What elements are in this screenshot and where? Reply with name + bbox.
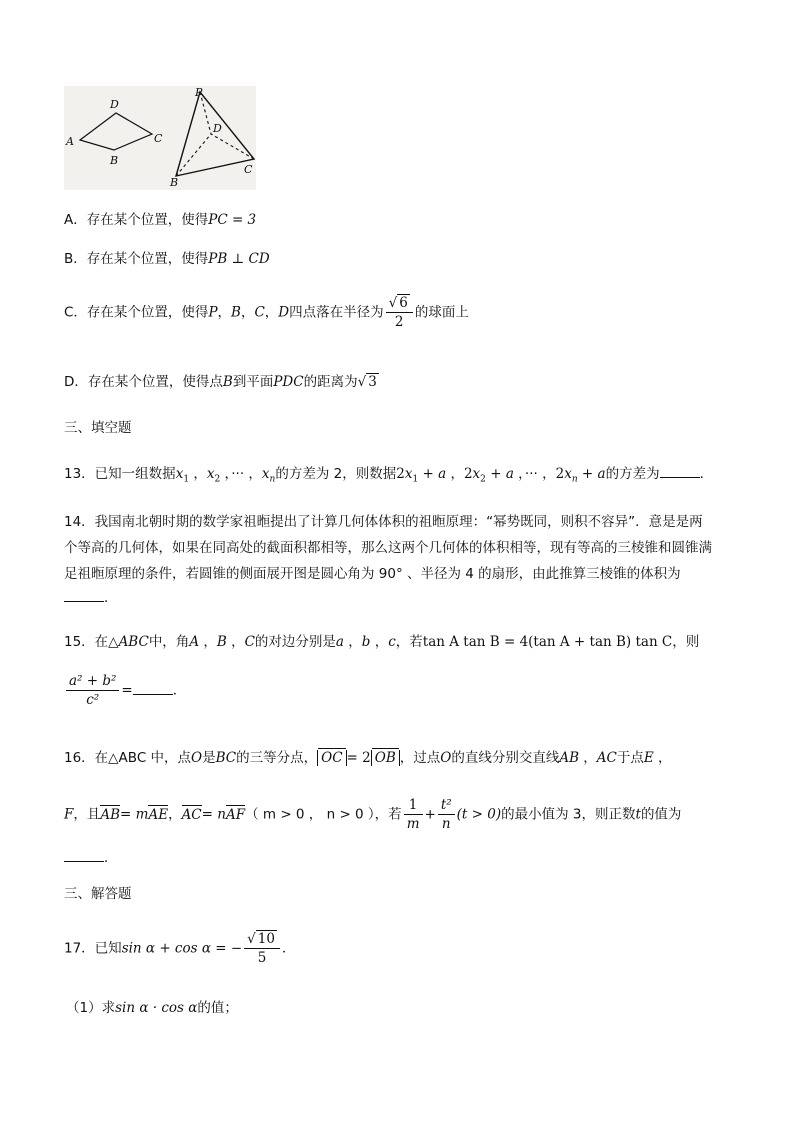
question-17: 17．已知sin α + cos α = − $\frac{√ 10}{5}$ ．: [64, 931, 296, 966]
question-13: 13．已知一组数据$x_1$ ，$x_2$ ，··· ，$x_n$的方差为 2，则数据$2x_1 + a$ ，$2x_2 + a$ ，··· ，$2x_n + a$的方差为 ．: [64, 466, 714, 485]
label-d: D: [110, 98, 119, 111]
label-c2: C: [244, 163, 253, 176]
answer-blank-16: [64, 849, 104, 862]
fraction-1-over-m: $\frac{1}{m}$: [404, 796, 423, 833]
label-a: A: [66, 135, 74, 148]
label-b2: B: [170, 176, 179, 189]
question-14-line-1: 14．我国南北朝时期的数学家祖暅提出了计算几何体体积的祖暅原理：“幂势既同，则积不容异”．意是是两: [64, 514, 703, 530]
question-15: 15．在△ABC中，角A ，B ，C的对边分别是a ，b ，c，若tan A tan B = 4(tan A + tan B) tan C，则: [64, 634, 700, 650]
question-16-line-1: 16．在△ABC 中，点O是BC的三等分点， OC = 2 OB ，过点O的直线分别交直线AB ，AC于点E ，: [64, 750, 672, 766]
geometry-figure: [64, 86, 256, 190]
rhombus-abcd: [80, 113, 152, 150]
question-15-expression: $\frac{\text{a² + b²}}{\text{c²}}$ = ．: [64, 672, 186, 709]
question-17-part-1: （1）求sin α · cos α的值；: [66, 1000, 238, 1016]
fraction-sqrt10-over-5: $\frac{√ 10}{5}$: [244, 930, 280, 967]
section-answer-heading: 三、解答题: [64, 886, 132, 902]
fraction-ab-over-c: $\frac{\text{a² + b²}}{\text{c²}}$: [66, 672, 119, 709]
label-c: C: [154, 132, 163, 145]
question-14-line-4: ．: [64, 586, 118, 606]
option-b: B．存在某个位置，使得PB ⊥ CD: [64, 251, 270, 267]
edge-cd: [211, 134, 254, 159]
question-14-line-3: 足祖暅原理的条件，若圆锥的侧面展开图是圆心角为 90° 、半径为 4 的扇形，由此推算三棱锥的体积为: [64, 566, 681, 582]
label-p: P: [195, 86, 203, 99]
label-b: B: [110, 154, 119, 167]
question-14-line-2: 个等高的几何体，如果在同高处的截面积都相等，那么这两个几何体的体积相等，现有等高的三棱锥和圆锥满: [64, 540, 712, 556]
option-c: C．存在某个位置，使得P，B，C，D四点落在半径为 $\frac{√ 6}{2}$ 的球面上: [64, 295, 469, 330]
question-16-line-2: F，且AB= mAE，AC= nAF（ m > 0 ， n > 0 ），若 $\frac{1}{m}$ + $\frac{\text{t²}}{n}$ (t > 0)的最小值为 3，则正数t的值为: [64, 797, 682, 832]
answer-blank-15: [133, 682, 173, 695]
figure-svg: [64, 86, 256, 190]
fraction-t2-over-n: $\frac{\text{t²}}{n}$: [438, 796, 455, 833]
option-a: A．存在某个位置，使得PC = 3: [64, 212, 257, 228]
fraction-radius: $\frac{√ 6}{2}$: [386, 294, 413, 331]
label-d2: D: [213, 122, 222, 135]
answer-blank-14: [64, 589, 104, 602]
answer-blank-13: [660, 465, 700, 478]
question-16-line-3: ．: [64, 846, 118, 866]
section-fill-heading: 三、填空题: [64, 420, 132, 436]
option-d: D．存在某个位置，使得点B到平面PDC的距离为√ 3: [64, 374, 377, 390]
